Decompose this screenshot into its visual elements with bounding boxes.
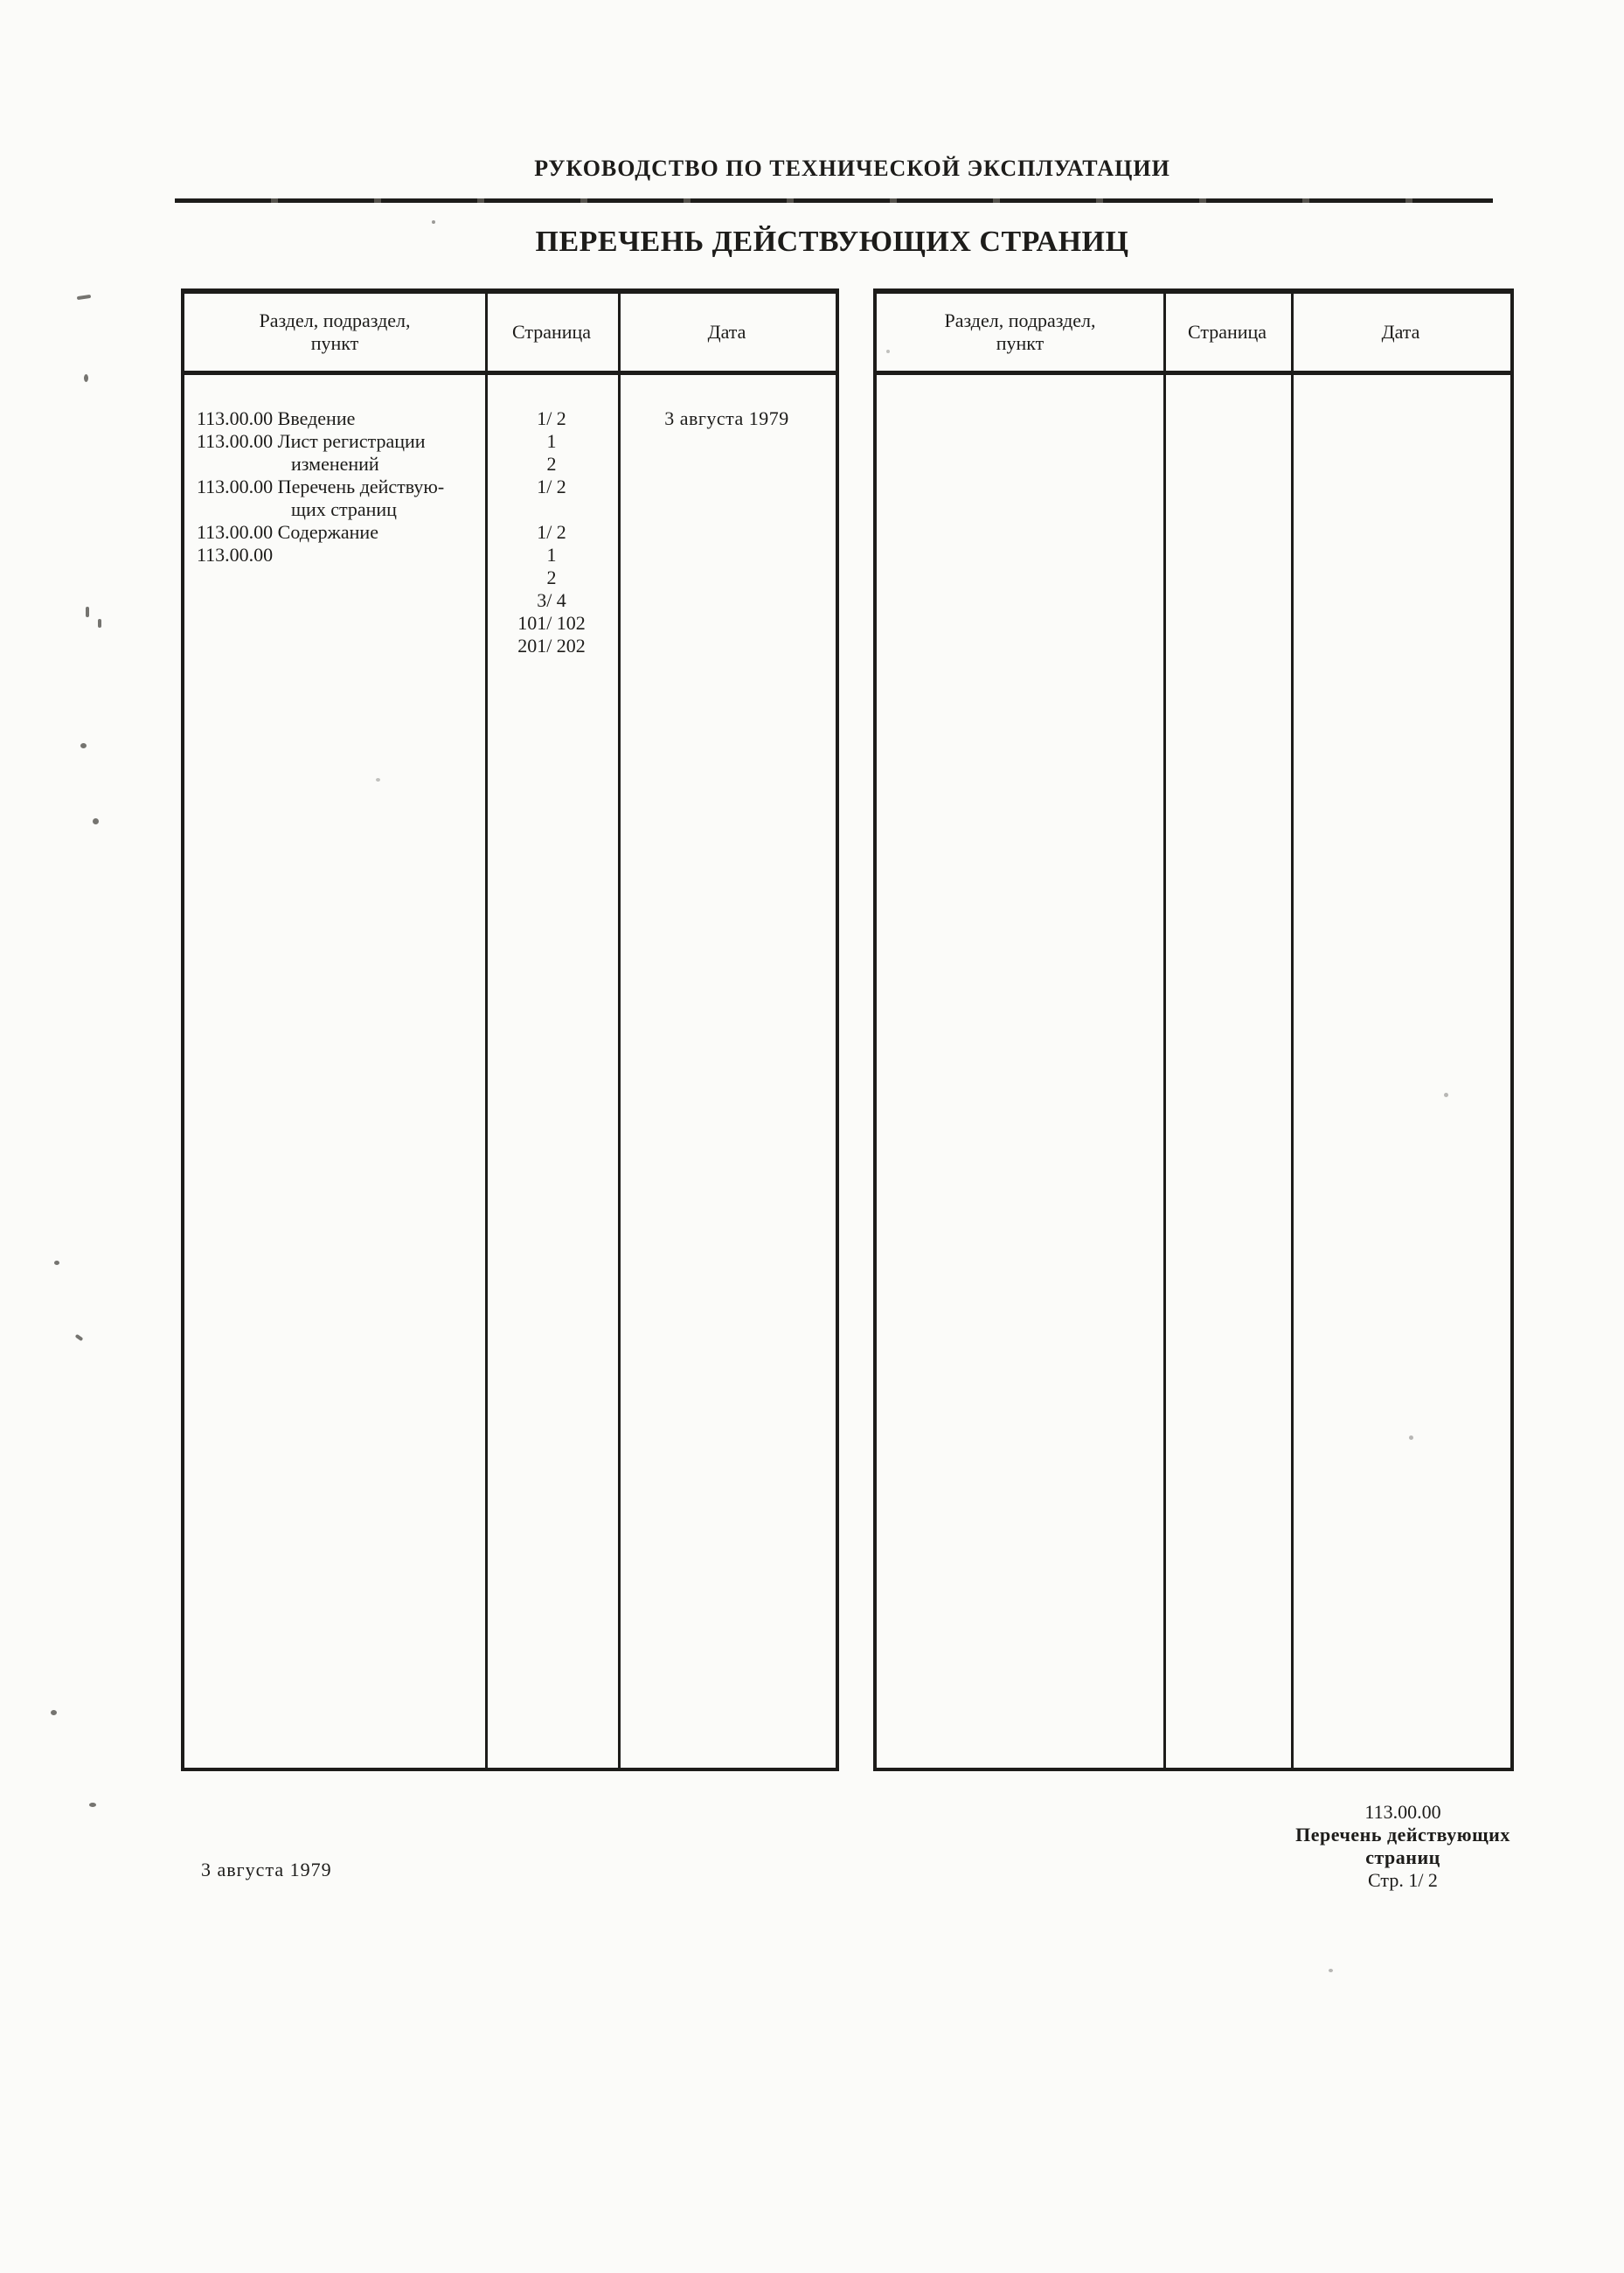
footer-doc-title-line1: Перечень действующих (1295, 1824, 1510, 1846)
table-row (184, 544, 836, 567)
column-header-section-line1: Раздел, подраздел, (259, 309, 411, 331)
scan-artifact (89, 1803, 96, 1807)
section-cell: 113.00.00 Перечень действую- (197, 476, 445, 497)
column-header-page: Страница (1187, 321, 1267, 343)
scan-artifact (93, 818, 99, 824)
page-cell: 1 (546, 544, 557, 566)
scan-artifact (80, 743, 87, 748)
page-cell: 1 (546, 430, 557, 452)
page-cell: 1/ 2 (537, 407, 566, 429)
column-divider (1291, 294, 1294, 1768)
page-cell (485, 498, 618, 521)
effective-pages-table-right (873, 288, 1514, 1771)
page-title: ПЕРЕЧЕНЬ ДЕЙСТВУЮЩИХ СТРАНИЦ (535, 226, 1129, 258)
section-cell (184, 567, 485, 589)
page-cell: 2 (546, 567, 557, 588)
table-row (184, 589, 836, 612)
date-cell (618, 430, 836, 453)
column-header-section (184, 309, 485, 355)
table-row (184, 635, 836, 657)
table-body-empty (877, 375, 1510, 407)
column-header-section-line1: Раздел, подраздел, (944, 309, 1096, 331)
table-row (184, 430, 836, 453)
table-header-row (877, 294, 1510, 375)
scan-artifact (98, 619, 101, 628)
column-divider (618, 294, 621, 1768)
date-cell (618, 635, 836, 657)
page-cell: 1/ 2 (537, 476, 566, 497)
date-cell: 3 августа 1979 (664, 407, 789, 429)
date-cell (618, 589, 836, 612)
scan-artifact (86, 607, 89, 617)
date-cell (618, 544, 836, 567)
page-cell: 201/ 202 (517, 635, 586, 657)
section-cell: 113.00.00 Содержание (197, 521, 378, 543)
footer-document-reference (1184, 1801, 1621, 1892)
scan-artifact (1409, 1435, 1413, 1440)
table-row (184, 407, 836, 430)
scan-artifact (432, 220, 435, 224)
date-cell (618, 567, 836, 589)
column-divider (1163, 294, 1166, 1768)
page-cell: 2 (546, 453, 557, 475)
table-row (184, 453, 836, 476)
column-header-page: Страница (511, 321, 592, 343)
footer-doc-number: 113.00.00 (1364, 1801, 1441, 1823)
footer-page-ref: Стр. 1/ 2 (1368, 1869, 1438, 1891)
section-cell: изменений (291, 453, 379, 475)
section-cell (184, 635, 485, 657)
page-cell: 101/ 102 (517, 612, 586, 634)
scan-artifact (54, 1261, 59, 1265)
table-body (184, 375, 836, 657)
scan-artifact (376, 778, 380, 782)
scan-artifact (1329, 1969, 1333, 1972)
date-cell (618, 521, 836, 544)
section-cell (184, 612, 485, 635)
date-cell (618, 498, 836, 521)
column-header-section-line2: пункт (310, 332, 359, 354)
section-cell: щих страниц (291, 498, 397, 520)
scan-artifact (77, 295, 91, 300)
scan-artifact (1444, 1093, 1448, 1097)
scan-artifact (886, 350, 890, 353)
page-cell: 3/ 4 (537, 589, 566, 611)
date-cell (618, 476, 836, 498)
footer-doc-title-line2: страниц (1365, 1846, 1440, 1868)
table-row (184, 567, 836, 589)
scan-artifact (75, 1334, 84, 1341)
table-row (184, 521, 836, 544)
column-divider (485, 294, 488, 1768)
scan-artifact (51, 1710, 57, 1715)
table-row (184, 476, 836, 498)
column-header-date: Дата (1381, 321, 1420, 343)
section-cell: 113.00.00 Лист регистрации (197, 430, 426, 452)
date-cell (618, 453, 836, 476)
column-header-section-line2: пункт (996, 332, 1044, 354)
column-header-section (877, 309, 1163, 355)
date-cell (618, 612, 836, 635)
document-header: РУКОВОДСТВО ПО ТЕХНИЧЕСКОЙ ЭКСПЛУАТАЦИИ (534, 156, 1170, 181)
column-header-date: Дата (707, 321, 746, 343)
table-header-row (184, 294, 836, 375)
page-cell: 1/ 2 (537, 521, 566, 543)
scan-artifact (84, 374, 88, 382)
footer-issue-date: 3 августа 1979 (201, 1859, 332, 1880)
table-row (184, 612, 836, 635)
section-cell: 113.00.00 (197, 544, 274, 566)
section-cell (184, 589, 485, 612)
effective-pages-table-left (181, 288, 839, 1771)
header-rule (175, 198, 1493, 203)
table-row (184, 498, 836, 521)
section-cell: 113.00.00 Введение (197, 407, 356, 429)
